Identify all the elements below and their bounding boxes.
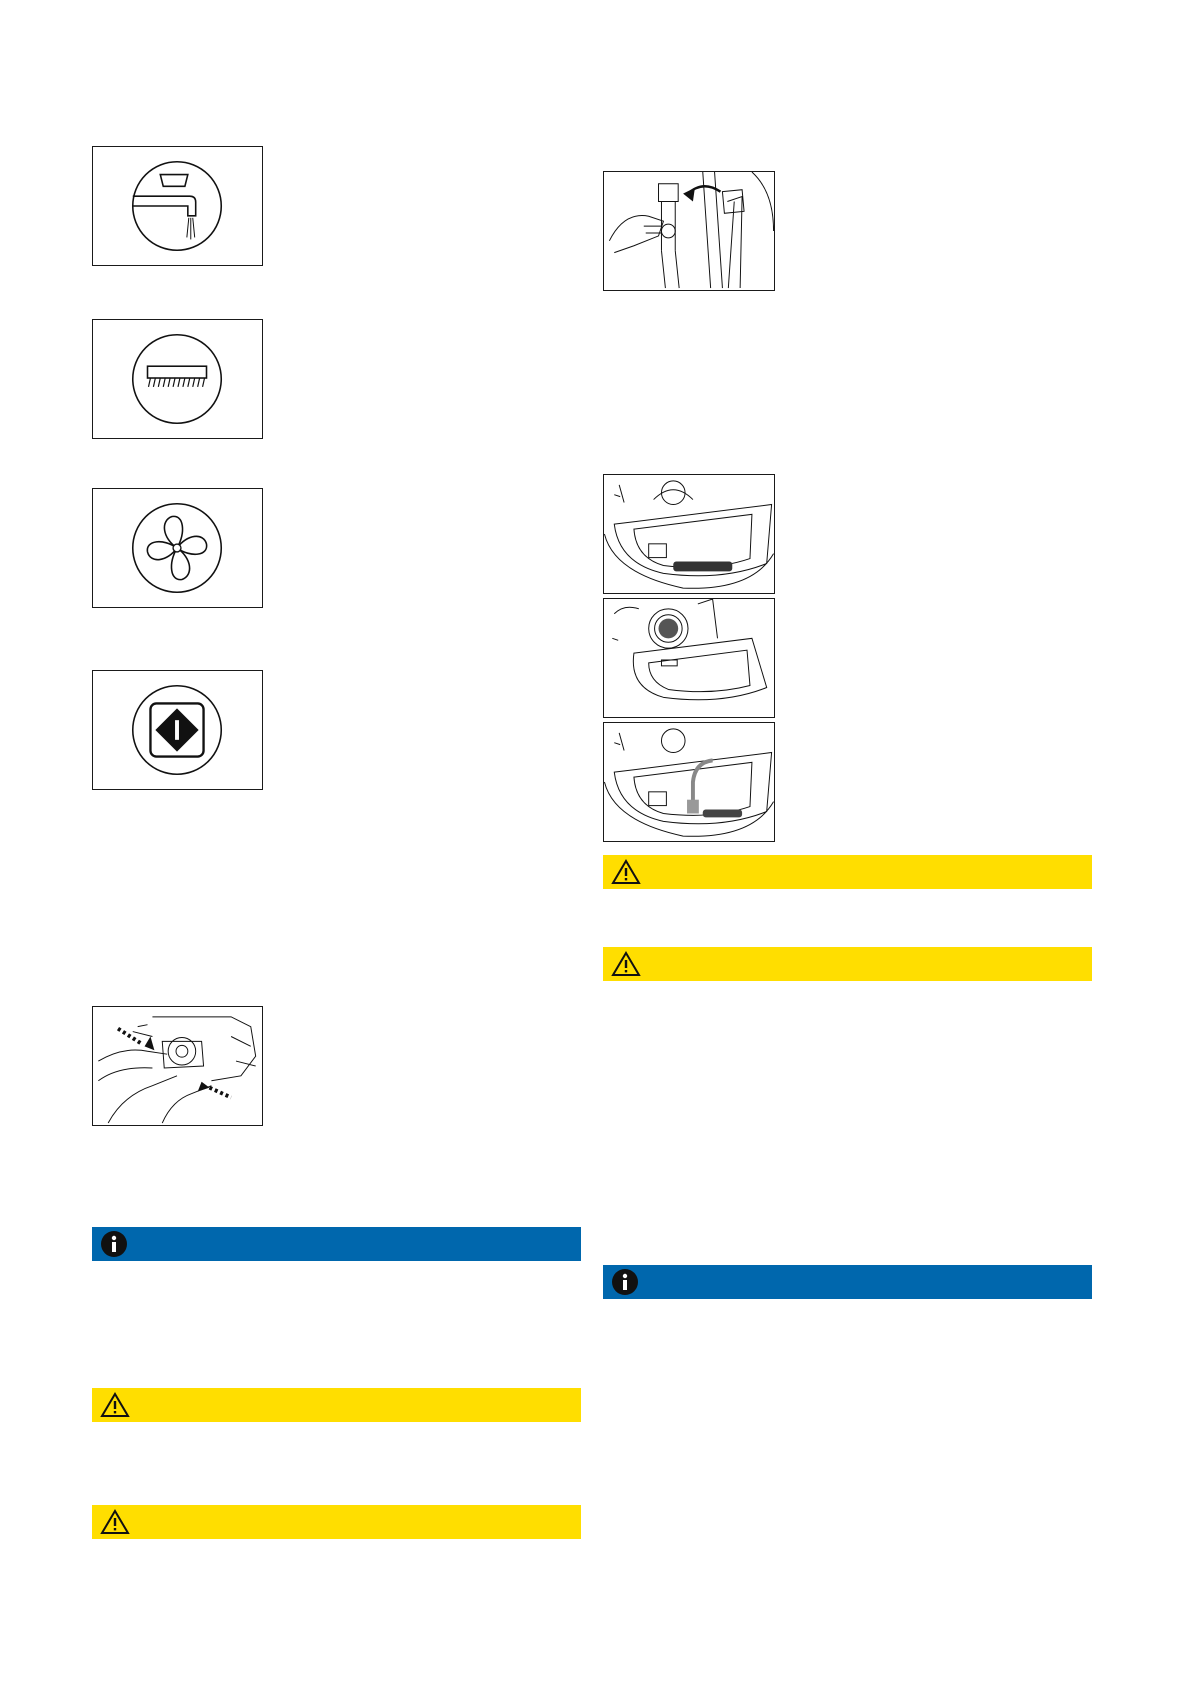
power-on-icon (93, 671, 262, 789)
tank-hose-illustration (604, 723, 774, 841)
warning-triangle-icon (611, 951, 641, 977)
warning-notice-bar (92, 1505, 581, 1539)
warning-triangle-icon (611, 859, 641, 885)
tank-lid-open-figure (603, 598, 775, 718)
warning-triangle-icon (100, 1509, 130, 1535)
hose-disconnect-figure (603, 171, 775, 291)
power-on-figure (92, 670, 263, 790)
tank-hose-inside-figure (603, 722, 775, 842)
warning-notice-bar (92, 1388, 581, 1422)
water-tap-icon (93, 147, 262, 265)
hands-clip-illustration (93, 1007, 262, 1125)
info-notice-bar (92, 1227, 581, 1261)
fan-icon (93, 489, 262, 607)
info-notice-bar (603, 1265, 1092, 1299)
info-icon (611, 1268, 639, 1296)
warning-notice-bar (603, 947, 1092, 981)
hose-disconnect-illustration (604, 172, 774, 290)
brush-icon (93, 320, 262, 438)
warning-triangle-icon (100, 1392, 130, 1418)
tank-lid-illustration (604, 599, 774, 717)
tank-filter-illustration (604, 475, 774, 593)
brush-figure (92, 319, 263, 439)
fan-figure (92, 488, 263, 608)
warning-notice-bar (603, 855, 1092, 889)
water-tap-figure (92, 146, 263, 266)
hands-squeezing-clip-figure (92, 1006, 263, 1126)
info-icon (100, 1230, 128, 1258)
tank-open-filter-figure (603, 474, 775, 594)
